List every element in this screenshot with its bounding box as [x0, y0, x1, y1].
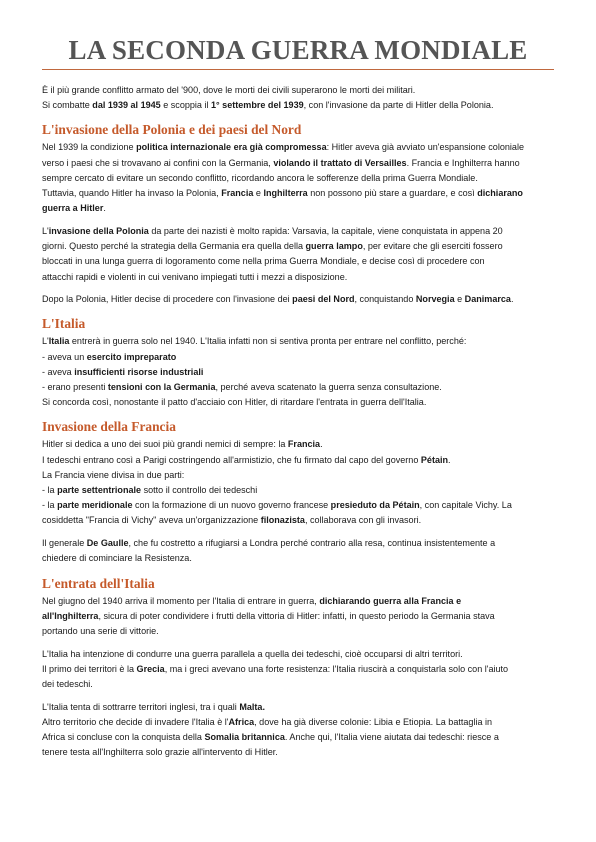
text-line: sempre cercato di evitare un secondo conflitto, ricordando ancora le sofferenze della prima Guerra Mondiale. — [42, 172, 478, 183]
title-divider — [42, 69, 554, 70]
text-line: verso i paesi che si trovavano ai confini con la Germania, violando il trattato di Versailles. Francia e Inghilterra hanno — [42, 157, 520, 168]
text-line: Il primo dei territori è la Grecia, ma i greci avevano una forte resistenza: l'Italia riuscirà a conquistarla solo con l'aiuto — [42, 663, 509, 674]
text-line: Dopo la Polonia, Hitler decise di procedere con l'invasione dei paesi del Nord, conquistando Norvegia e Danimarca. — [42, 294, 514, 305]
section-italia-body — [42, 334, 554, 410]
text-line: tenere testa all'Inghilterra solo grazie all'intervento di Hitler. — [42, 747, 278, 758]
text-line: giorni. Questo perché la strategia della Germania era quella della guerra lampo, per evitare che gli eserciti fossero — [42, 241, 503, 252]
text-line: Si concorda così, nonostante il patto d'acciaio con Hitler, di ritardare l'entrata in guerra dell'Italia. — [42, 397, 427, 408]
text-line: Si combatte dal 1939 al 1945 e scoppia il 1° settembre del 1939, con l'invasione da parte di Hitler della Polonia. — [42, 100, 494, 111]
text-line: dei tedeschi. — [42, 679, 93, 690]
text-line: cosiddetta "Francia di Vichy" aveva un'organizzazione filonazista, collaborava con gli invasori. — [42, 515, 422, 526]
text-line: È il più grande conflitto armato del '900, dove le morti dei civili superarono le morti dei militari. — [42, 85, 416, 95]
section-polonia-p3 — [42, 292, 554, 307]
section-entrata-p1 — [42, 594, 554, 640]
list-item: - la parte meridionale con la formazione di un nuovo governo francese presieduto da Pétain, con capitale Vichy. La — [42, 500, 512, 511]
text-line: L'Italia tenta di sottrarre territori inglesi, tra i quali Malta. — [42, 701, 265, 712]
section-heading-italia: L'Italia — [42, 316, 86, 332]
section-polonia-p1 — [42, 140, 554, 216]
text-line: guerra a Hitler. — [42, 203, 106, 214]
text-line: Nel giugno del 1940 arriva il momento per l'Italia di entrare in guerra, dichiarando guerra alla Francia e — [42, 595, 462, 606]
section-polonia-p2 — [42, 224, 554, 285]
text-line: Hitler si dedica a uno dei suoi più grandi nemici di sempre: la Francia. — [42, 439, 323, 450]
page-title: LA SECONDA GUERRA MONDIALE — [68, 35, 528, 65]
list-item: - erano presenti tensioni con la Germania, perché aveva scatenato la guerra senza consultazione. — [42, 382, 442, 393]
text-line: Africa si concluse con la conquista della Somalia britannica. Anche qui, l'Italia viene aiutata dai tedeschi: riesce a — [42, 732, 499, 743]
section-entrata-p2 — [42, 647, 554, 693]
text-line: Il generale De Gaulle, che fu costretto a rifugiarsi a Londra perché contrario alla resa, continua insistentemente a — [42, 538, 496, 549]
text-line: Tuttavia, quando Hitler ha invaso la Polonia, Francia e Inghilterra non possono più stare a guardare, e così dichiarano — [42, 188, 523, 199]
text-line: La Francia viene divisa in due parti: — [42, 469, 185, 480]
text-line: Altro territorio che decide di invadere l'Italia è l'Africa, dove ha già diverse colonie: Libia e Etiopia. La battaglia in — [42, 717, 493, 727]
intro-paragraph — [42, 83, 554, 113]
text-line: L'Italia ha intenzione di condurre una guerra parallela a quella dei tedeschi, cioè occuparsi di altri territori. — [42, 648, 463, 659]
text-line: portando una serie di vittorie. — [42, 625, 159, 636]
text-line: Nel 1939 la condizione politica internazionale era già compromessa: Hitler aveva già avviato un'espansione coloniale — [42, 142, 524, 153]
text-line: I tedeschi entrano così a Parigi costringendo all'armistizio, che fu firmato dal capo del governo Pétain. — [42, 454, 451, 465]
section-heading-polonia: L'invasione della Polonia e dei paesi del Nord — [42, 122, 302, 138]
section-heading-francia: Invasione della Francia — [42, 419, 176, 435]
section-heading-entrata-italia: L'entrata dell'Italia — [42, 575, 155, 591]
text-line: chiedere di cominciare la Resistenza. — [42, 553, 192, 564]
text-line: L'Italia entrerà in guerra solo nel 1940. L'Italia infatti non si sentiva pronta per entrare nel conflitto, perché: — [42, 336, 467, 347]
text-line: L'invasione della Polonia da parte dei nazisti è molto rapida: Varsavia, la capitale, viene conquistata in appena 20 — [42, 225, 503, 236]
section-francia-p1 — [42, 437, 554, 528]
section-francia-p2 — [42, 536, 554, 566]
text-line: attacchi rapidi e violenti in cui venivano impiegati tutti i mezzi a disposizione. — [42, 271, 348, 282]
text-line: all'Inghilterra, sicura di poter condividere i frutti della vittoria di Hitler: infatti, in questo periodo la Germania stava — [42, 610, 495, 621]
list-item: - la parte settentrionale sotto il controllo dei tedeschi — [42, 485, 258, 496]
list-item: - aveva un esercito impreparato — [42, 351, 177, 362]
section-entrata-p3 — [42, 700, 554, 761]
text-line: bloccati in una lunga guerra di logoramento come nella prima Guerra Mondiale, e decise così di procedere con — [42, 256, 485, 267]
list-item: - aveva insufficienti risorse industriali — [42, 366, 204, 377]
